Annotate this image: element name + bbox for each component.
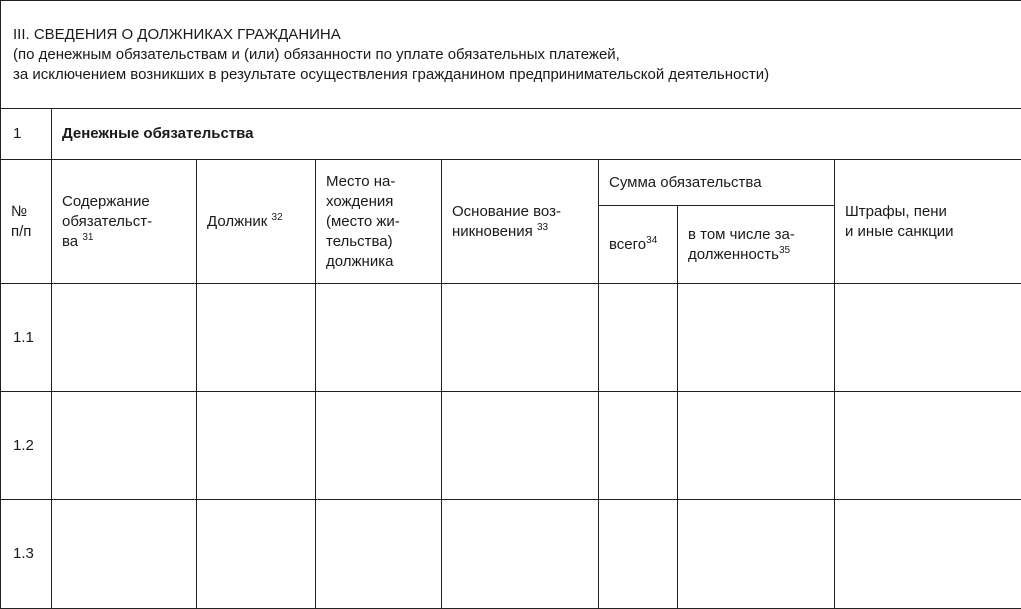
table-row <box>1 392 1021 500</box>
col-header-fines-line: Штрафы, пени <box>845 202 1011 222</box>
cell-basis[interactable] <box>442 392 599 500</box>
col-header-debtor <box>197 160 316 284</box>
cell-content[interactable] <box>52 284 197 392</box>
cell-total[interactable] <box>599 500 678 609</box>
footnote-ref: 35 <box>779 245 790 256</box>
row-number: 1.3 <box>1 500 52 609</box>
table-row <box>1 500 1021 609</box>
col-header-total-label: всего <box>609 236 646 253</box>
col-header-content <box>52 160 197 284</box>
col-header-debt <box>678 206 835 284</box>
cell-debtor[interactable] <box>197 500 316 609</box>
footnote-ref: 31 <box>82 232 93 243</box>
cell-debt[interactable] <box>678 284 835 392</box>
cell-debt[interactable] <box>678 392 835 500</box>
col-header-debtor-label: Должник <box>207 213 267 230</box>
cell-debt[interactable] <box>678 500 835 609</box>
cell-fines[interactable] <box>835 500 1021 609</box>
form-header <box>1 1 1021 109</box>
col-header-basis-line: никновения <box>452 223 533 240</box>
col-header-content-line: обязательст- <box>62 212 186 232</box>
footnote-ref: 32 <box>272 212 283 223</box>
col-header-content-line: ва <box>62 233 78 250</box>
cell-fines[interactable] <box>835 284 1021 392</box>
cell-debtor[interactable] <box>197 392 316 500</box>
section-label: Денежные обязательства <box>52 109 1021 160</box>
cell-content[interactable] <box>52 500 197 609</box>
cell-location[interactable] <box>316 392 442 500</box>
col-header-total <box>599 206 678 284</box>
footnote-ref: 33 <box>537 222 548 233</box>
row-number: 1.2 <box>1 392 52 500</box>
cell-location[interactable] <box>316 500 442 609</box>
col-header-debt-line: в том числе за- <box>688 225 824 245</box>
col-header-number-line: п/п <box>11 222 41 242</box>
col-header-fines <box>835 160 1021 284</box>
cell-content[interactable] <box>52 392 197 500</box>
col-header-basis <box>442 160 599 284</box>
footnote-ref: 34 <box>646 235 657 246</box>
form-subtitle-line-1: (по денежным обязательствам и (или) обязанности по уплате обязательных платежей, <box>13 45 1009 65</box>
cell-total[interactable] <box>599 392 678 500</box>
cell-debtor[interactable] <box>197 284 316 392</box>
col-header-location-line: тельства) <box>326 232 431 252</box>
cell-location[interactable] <box>316 284 442 392</box>
form-title: III. СВЕДЕНИЯ О ДОЛЖНИКАХ ГРАЖДАНИНА <box>13 25 1009 45</box>
col-header-location <box>316 160 442 284</box>
cell-basis[interactable] <box>442 284 599 392</box>
form-subtitle-line-2: за исключением возникших в результате осуществления гражданином предпринимательской деятельности) <box>13 65 1009 85</box>
col-header-basis-line: Основание воз- <box>452 202 588 222</box>
row-number: 1.1 <box>1 284 52 392</box>
col-header-debt-line: долженность <box>688 246 779 263</box>
section-number: 1 <box>1 109 52 160</box>
cell-fines[interactable] <box>835 392 1021 500</box>
col-header-number-line: № <box>11 202 41 222</box>
cell-basis[interactable] <box>442 500 599 609</box>
col-header-number <box>1 160 52 284</box>
col-header-sum: Сумма обязательства <box>599 160 835 206</box>
col-header-location-line: (место жи- <box>326 212 431 232</box>
col-header-location-line: должника <box>326 252 431 272</box>
table-row <box>1 284 1021 392</box>
col-header-content-line: Содержание <box>62 192 186 212</box>
col-header-location-line: хождения <box>326 192 431 212</box>
cell-total[interactable] <box>599 284 678 392</box>
col-header-location-line: Место на- <box>326 172 431 192</box>
col-header-fines-line: и иные санкции <box>845 222 1011 242</box>
